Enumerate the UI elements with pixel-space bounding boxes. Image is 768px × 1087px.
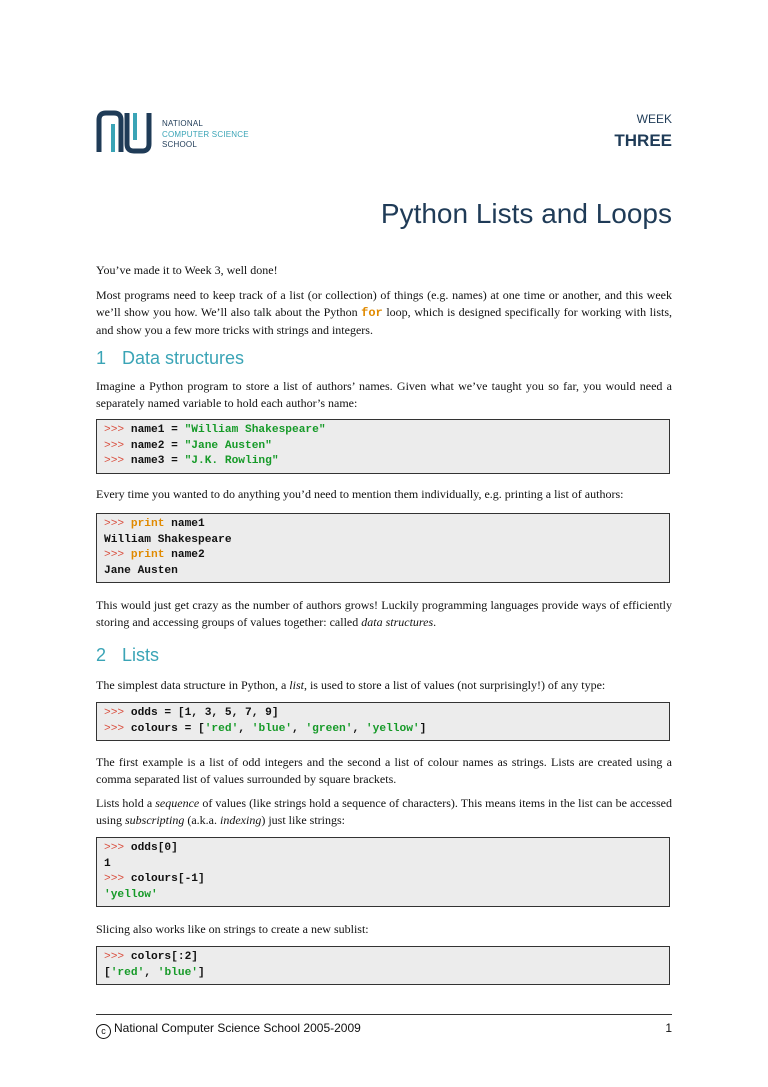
document-title: Python Lists and Loops [380,198,672,229]
section-1-title: Data structures [122,348,245,368]
code-text: name2 [164,549,205,561]
code-block-indexing [96,837,670,907]
code-text: , [144,966,158,979]
code-text: name1 [164,518,205,530]
section-1-paragraph-2: Every time you wanted to do anything you’d need to mention them individually, e.g. printing a list of authors: [96,487,624,501]
code-block-slicing [96,946,670,985]
code-line [104,888,662,904]
code-line [104,548,662,564]
for-keyword: for [361,306,383,320]
section-1-paragraph-1: Imagine a Python program to store a list of authors’ names. Given what we’ve taught you so far, you would need a separately named variable to hold each author’s name: [96,379,672,410]
ncss-logo-icon [96,110,152,154]
code-prompt: >>> [104,439,131,452]
code-text: [ [104,966,111,979]
code-prompt: >>> [104,455,131,467]
code-line [104,517,662,533]
code-string: "William Shakespeare" [184,424,326,436]
org-line-1: NATIONAL [162,119,204,128]
code-prompt: >>> [104,549,131,561]
code-prompt: >>> [104,707,131,719]
code-string: 'yellow' [365,722,420,735]
code-line [104,706,662,722]
code-text: name1 = [130,424,185,436]
page-number: 1 [665,1021,672,1035]
section-2-paragraph-2: The first example is a list of odd integers and the second a list of colour names as strings. Lists are created using a comma separated list of values surrounded by square brackets. [96,755,672,786]
section-1-paragraph-3 [96,597,672,631]
code-text: odds = [1, 3, 5, 7, 9] [130,707,279,719]
text-run: ) just like strings: [261,813,346,827]
code-line [104,439,662,455]
text-run: The simplest data structure in Python, a [96,678,290,692]
code-output: William Shakespeare [104,533,232,546]
code-string: 'blue' [157,966,199,979]
org-line-3: SCHOOL [162,140,197,149]
text-run: , is used to store a list of values (not surprisingly!) of any type: [303,678,606,692]
code-prompt: >>> [104,424,131,436]
section-2-paragraph-4: Slicing also works like on strings to create a new sublist: [96,922,369,936]
code-prompt: >>> [104,722,131,735]
emphasis-subscripting: subscripting [125,813,185,827]
code-line [104,423,662,439]
section-2-heading [96,645,159,666]
emphasis-data-structures: data structures [361,615,434,629]
footer-divider [96,1014,672,1015]
section-1-heading [96,348,244,369]
code-block-print [96,513,670,583]
section-1-number: 1 [96,348,107,368]
intro-text-before: Most programs need to keep track of a list (or collection) of things (e.g. names) at one time or another, and this week we’ll show you how. We’ll also talk about the Python [96,288,672,319]
intro-paragraph-1: You’ve made it to Week 3, well done! [96,263,278,277]
code-block-lists [96,702,670,741]
week-number: THREE [614,131,672,150]
org-line-2: COMPUTER SCIENCE [162,129,249,139]
code-text: odds[0] [130,842,178,854]
code-string: "Jane Austen" [184,439,272,452]
code-text: , [292,722,306,735]
emphasis-list: list [289,678,304,692]
code-string: "J.K. Rowling" [184,455,279,467]
code-string: 'red' [204,722,239,735]
section-2-paragraph-1 [96,677,672,694]
text-run: of values (like strings hold a sequence of characters). This means items in the list can be accessed using [96,796,672,827]
code-string: 'yellow' [104,888,158,901]
code-prompt: >>> [104,951,131,963]
text-run: (a.k.a. [184,813,221,827]
code-text: name3 = [130,455,185,467]
code-keyword: print [130,549,165,561]
code-block-names [96,419,670,474]
code-text: ] [198,966,205,979]
code-text: ] [419,722,427,735]
code-text: colours = [ [130,722,205,735]
code-line [104,950,662,966]
code-prompt: >>> [104,873,131,885]
code-line [104,722,662,738]
organization-name [162,119,249,151]
code-text: , [238,722,252,735]
footer-copyright [96,1021,361,1039]
section-2-paragraph-3 [96,795,672,829]
emphasis-sequence: sequence [155,796,200,810]
section-2-title: Lists [122,645,160,665]
code-keyword: print [130,518,165,530]
code-output: 1 [104,857,111,870]
code-text: , [352,722,366,735]
intro-paragraph-2 [96,287,672,339]
emphasis-indexing: indexing [220,813,262,827]
code-line [104,841,662,857]
footer-text: National Computer Science School 2005-2009 [114,1021,361,1035]
code-line [104,454,662,470]
intro-text-after: loop, which is designed specifically for working with lists, and show you a few more tricks with strings and integers. [96,305,672,337]
section-2-number: 2 [96,645,107,665]
code-string: 'green' [305,722,353,735]
code-prompt: >>> [104,842,131,854]
code-output: Jane Austen [104,564,178,577]
code-line [104,966,662,982]
text-run: This would just get crazy as the number of authors grows! Luckily programming languages provide ways of efficiently storing and accessing groups of values together: called [96,598,672,629]
text-run: . [433,615,437,629]
code-prompt: >>> [104,518,131,530]
copyright-icon: c [96,1024,111,1039]
code-text: colors[:2] [130,951,198,963]
code-text: colours[-1] [130,873,205,885]
text-run: Lists hold a [96,796,156,810]
week-label: WEEK [636,112,672,126]
code-line [104,872,662,888]
code-string: 'blue' [251,722,293,735]
code-string: 'red' [110,966,145,979]
code-text: name2 = [130,439,185,452]
